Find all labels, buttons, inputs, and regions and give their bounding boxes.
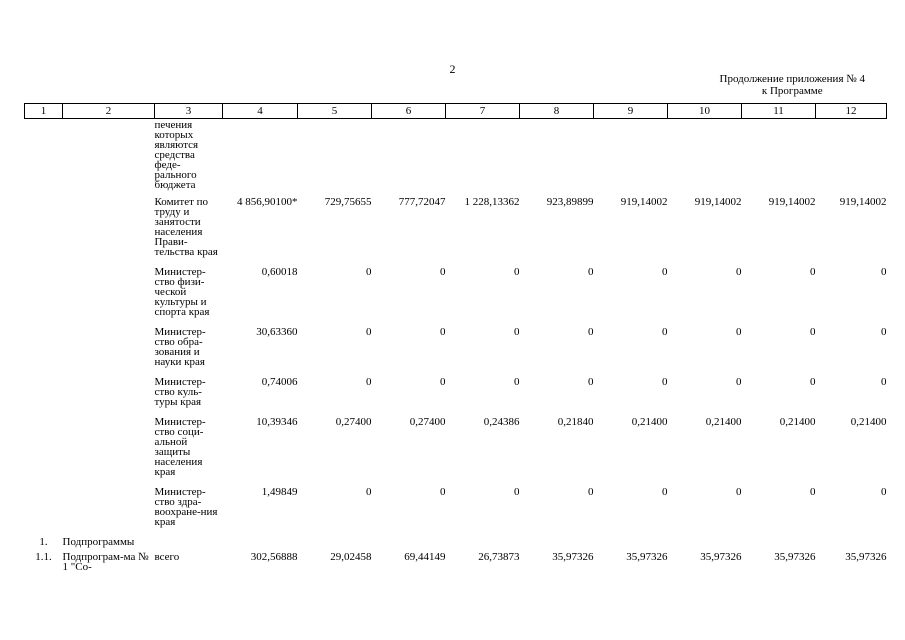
value-cell: 0 — [662, 266, 668, 278]
value-cell: 0,74006 — [261, 376, 298, 388]
row-number — [25, 416, 63, 486]
value-cell — [816, 536, 887, 552]
column-header: 2 — [63, 104, 155, 119]
value-cell: 35,97326 — [626, 551, 668, 563]
value-cell: 923,89899 — [546, 196, 594, 208]
program-name — [63, 326, 155, 376]
program-name — [63, 486, 155, 536]
column-header: 12 — [816, 104, 887, 119]
program-name — [63, 376, 155, 416]
value-cell: 0,27400 — [409, 416, 446, 428]
funding-source: Министер-ство куль-туры края — [154, 376, 206, 408]
value-cell — [594, 536, 668, 552]
value-cell: 0 — [736, 376, 742, 388]
row-number — [25, 486, 63, 536]
value-cell — [372, 119, 446, 197]
program-name — [63, 196, 155, 266]
value-cell: 302,56888 — [250, 551, 298, 563]
value-cell — [223, 119, 298, 197]
value-cell: 26,73873 — [478, 551, 520, 563]
value-cell: 0 — [588, 376, 594, 388]
value-cell: 35,97326 — [774, 551, 816, 563]
value-cell: 0 — [810, 266, 816, 278]
value-cell: 0 — [588, 486, 594, 498]
program-name: Подпрограм-ма № 1 "Со- — [62, 551, 149, 573]
value-cell — [372, 536, 446, 552]
row-number — [25, 266, 63, 326]
value-cell: 35,97326 — [552, 551, 594, 563]
value-cell: 0,21840 — [557, 416, 594, 428]
value-cell: 0,21400 — [705, 416, 742, 428]
program-name — [63, 266, 155, 326]
value-cell: 0 — [440, 486, 446, 498]
column-header: 8 — [520, 104, 594, 119]
value-cell: 0 — [366, 266, 372, 278]
value-cell: 10,39346 — [256, 416, 298, 428]
value-cell: 0 — [588, 266, 594, 278]
funding-source: Министер-ство здра-воохране-ния края — [154, 486, 218, 528]
value-cell: 0 — [662, 486, 668, 498]
value-cell: 0 — [736, 326, 742, 338]
value-cell — [668, 536, 742, 552]
funding-source: печения которых являются средства феде-рального бюджета — [154, 119, 199, 191]
value-cell: 4 856,90100* — [237, 196, 298, 208]
value-cell: 0 — [440, 326, 446, 338]
value-cell: 0,24386 — [483, 416, 520, 428]
column-header: 3 — [155, 104, 223, 119]
row-number — [25, 119, 63, 197]
funding-source: Министер-ство физи-ческой культуры и спорта края — [154, 266, 210, 318]
value-cell: 35,97326 — [700, 551, 742, 563]
value-cell: 0 — [662, 376, 668, 388]
value-cell: 0 — [440, 376, 446, 388]
funding-source: всего — [154, 551, 180, 563]
funding-source — [155, 536, 223, 552]
funding-source: Министер-ство соци-альной защиты населения края — [154, 416, 206, 478]
row-number — [25, 196, 63, 266]
value-cell — [742, 119, 816, 197]
value-cell — [520, 119, 594, 197]
value-cell: 0 — [881, 266, 887, 278]
value-cell — [298, 536, 372, 552]
value-cell — [446, 536, 520, 552]
value-cell: 0 — [881, 486, 887, 498]
row-number — [25, 326, 63, 376]
value-cell: 919,14002 — [768, 196, 816, 208]
value-cell: 919,14002 — [694, 196, 742, 208]
value-cell: 0 — [881, 376, 887, 388]
appendix-line-1: Продолжение приложения № 4 — [719, 73, 865, 85]
value-cell: 0 — [514, 486, 520, 498]
funding-source: Комитет по труду и занятости населения Прави-тельства края — [154, 196, 218, 258]
program-table — [24, 103, 887, 572]
value-cell: 0,21400 — [850, 416, 887, 428]
program-name — [63, 416, 155, 486]
value-cell — [298, 119, 372, 197]
row-number: 1. — [39, 536, 48, 548]
table-row — [25, 536, 887, 552]
column-header: 9 — [594, 104, 668, 119]
appendix-note — [720, 73, 865, 97]
value-cell — [520, 536, 594, 552]
value-cell: 29,02458 — [330, 551, 372, 563]
value-cell — [446, 119, 520, 197]
value-cell: 0 — [881, 326, 887, 338]
value-cell: 0,60018 — [261, 266, 298, 278]
column-header: 4 — [223, 104, 298, 119]
value-cell: 919,14002 — [839, 196, 887, 208]
table-row — [25, 486, 887, 536]
table-row — [25, 196, 887, 266]
page-number: 2 — [449, 62, 456, 76]
value-cell: 0 — [662, 326, 668, 338]
column-header: 7 — [446, 104, 520, 119]
value-cell: 777,72047 — [398, 196, 446, 208]
value-cell — [594, 119, 668, 197]
value-cell: 0,27400 — [335, 416, 372, 428]
value-cell — [668, 119, 742, 197]
row-number: 1.1. — [35, 551, 52, 563]
value-cell: 0 — [736, 486, 742, 498]
column-header: 5 — [298, 104, 372, 119]
table-row — [25, 266, 887, 326]
program-name: Подпрограммы — [62, 536, 135, 548]
header-row — [25, 104, 887, 119]
value-cell — [742, 536, 816, 552]
table-row — [25, 416, 887, 486]
column-header: 11 — [742, 104, 816, 119]
table-row — [25, 119, 887, 197]
value-cell: 729,75655 — [324, 196, 372, 208]
value-cell: 30,63360 — [256, 326, 298, 338]
value-cell: 0,21400 — [631, 416, 668, 428]
value-cell: 0 — [810, 486, 816, 498]
table-row — [25, 326, 887, 376]
value-cell: 919,14002 — [620, 196, 668, 208]
row-number — [25, 376, 63, 416]
value-cell: 0 — [366, 486, 372, 498]
value-cell: 0 — [440, 266, 446, 278]
table-row — [25, 552, 887, 572]
funding-source: Министер-ство обра-зования и науки края — [154, 326, 206, 368]
value-cell: 0 — [588, 326, 594, 338]
column-header: 1 — [25, 104, 63, 119]
program-name — [63, 119, 155, 197]
value-cell: 0 — [366, 326, 372, 338]
value-cell: 69,44149 — [404, 551, 446, 563]
value-cell — [816, 119, 887, 197]
value-cell: 0,21400 — [779, 416, 816, 428]
value-cell: 0 — [514, 266, 520, 278]
value-cell: 35,97326 — [845, 551, 887, 563]
value-cell — [223, 536, 298, 552]
column-header: 6 — [372, 104, 446, 119]
value-cell: 1,49849 — [261, 486, 298, 498]
value-cell: 0 — [514, 376, 520, 388]
value-cell: 0 — [736, 266, 742, 278]
value-cell: 0 — [366, 376, 372, 388]
value-cell: 1 228,13362 — [464, 196, 520, 208]
appendix-line-2: к Программе — [761, 85, 823, 97]
table-row — [25, 376, 887, 416]
column-header: 10 — [668, 104, 742, 119]
value-cell: 0 — [810, 326, 816, 338]
value-cell: 0 — [810, 376, 816, 388]
value-cell: 0 — [514, 326, 520, 338]
